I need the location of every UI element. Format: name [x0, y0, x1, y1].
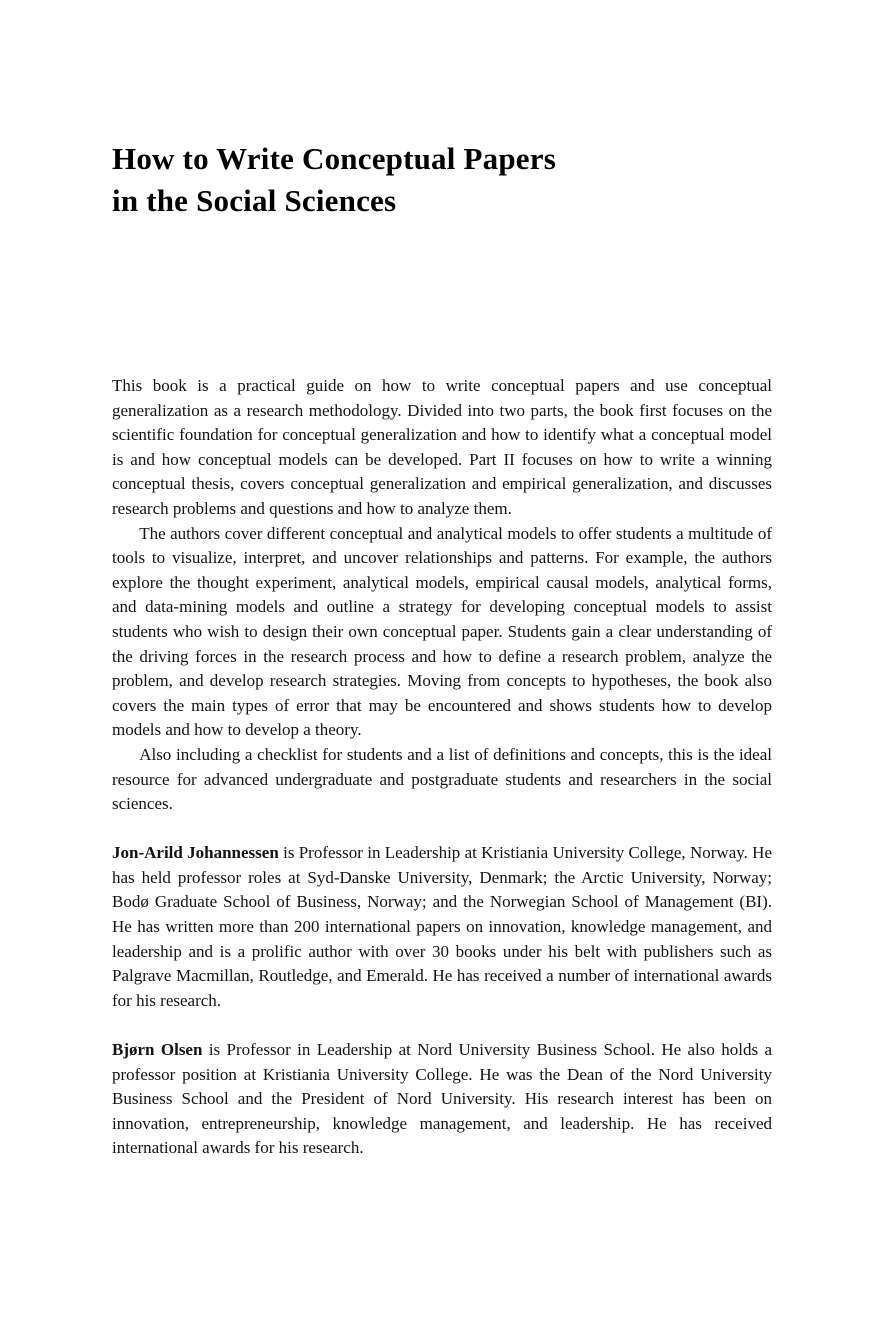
body-paragraph: This book is a practical guide on how to write conceptual papers and use conceptual generalization as a research methodology. Divided into two parts, the book first focuses on the scientific foundation for conceptual generalization and how to identify what a conceptual model is and how conceptual models can be developed. Part II focuses on how to write a winning conceptual thesis, covers conceptual generalization and empirical generalization, and discusses research problems and questions and how to analyze them.	[112, 376, 772, 518]
book-page	[112, 0, 772, 1161]
body-text	[112, 374, 772, 1161]
author-name: Jon-Arild Johannessen	[112, 843, 279, 863]
author-bio-text: is Professor in Leadership at Kristiania University College, Norway. He has held professor roles at Syd-Danske University, Denmark; the Arctic University, Norway; Bodø Graduate School of Business, Norway; and the Norwegian School of Management (BI). He has written more than 200 international papers on innovation, knowledge management, and leadership and is a prolific author with over 30 books under his belt with publishers such as Palgrave Macmillan, Routledge, and Emerald. He has received a number of international awards for his research.	[112, 843, 773, 1010]
page-title	[112, 138, 772, 222]
body-paragraph: Also including a checklist for students and a list of definitions and concepts, this is the ideal resource for advanced undergraduate and postgraduate students and researchers in the social sciences.	[112, 744, 772, 814]
body-paragraph: The authors cover different conceptual and analytical models to offer students a multitude of tools to visualize, interpret, and uncover relationships and patterns. For example, the authors explore the thought experiment, analytical models, empirical causal models, analytical forms, and data-mining models and outline a strategy for developing conceptual models to assist students who wish to design their own conceptual paper. Students gain a clear understanding of the driving forces in the research process and how to define a research problem, analyze the problem, and develop research strategies. Moving from concepts to hypotheses, the book also covers the main types of error that may be encountered and shows students how to develop models and how to develop a theory.	[112, 523, 772, 740]
author-bio	[112, 1038, 772, 1161]
author-bio	[112, 841, 772, 1013]
title-line-2: in the Social Sciences	[112, 183, 397, 218]
author-name: Bjørn Olsen	[112, 1040, 203, 1060]
title-line-1: How to Write Conceptual Papers	[112, 141, 556, 176]
author-bio-text: is Professor in Leadership at Nord University Business School. He also holds a professor position at Kristiania University College. He was the Dean of the Nord University Business School and the President of Nord University. His research interest has been on innovation, entrepreneurship, knowledge management, and leadership. He has received international awards for his research.	[112, 1040, 773, 1158]
